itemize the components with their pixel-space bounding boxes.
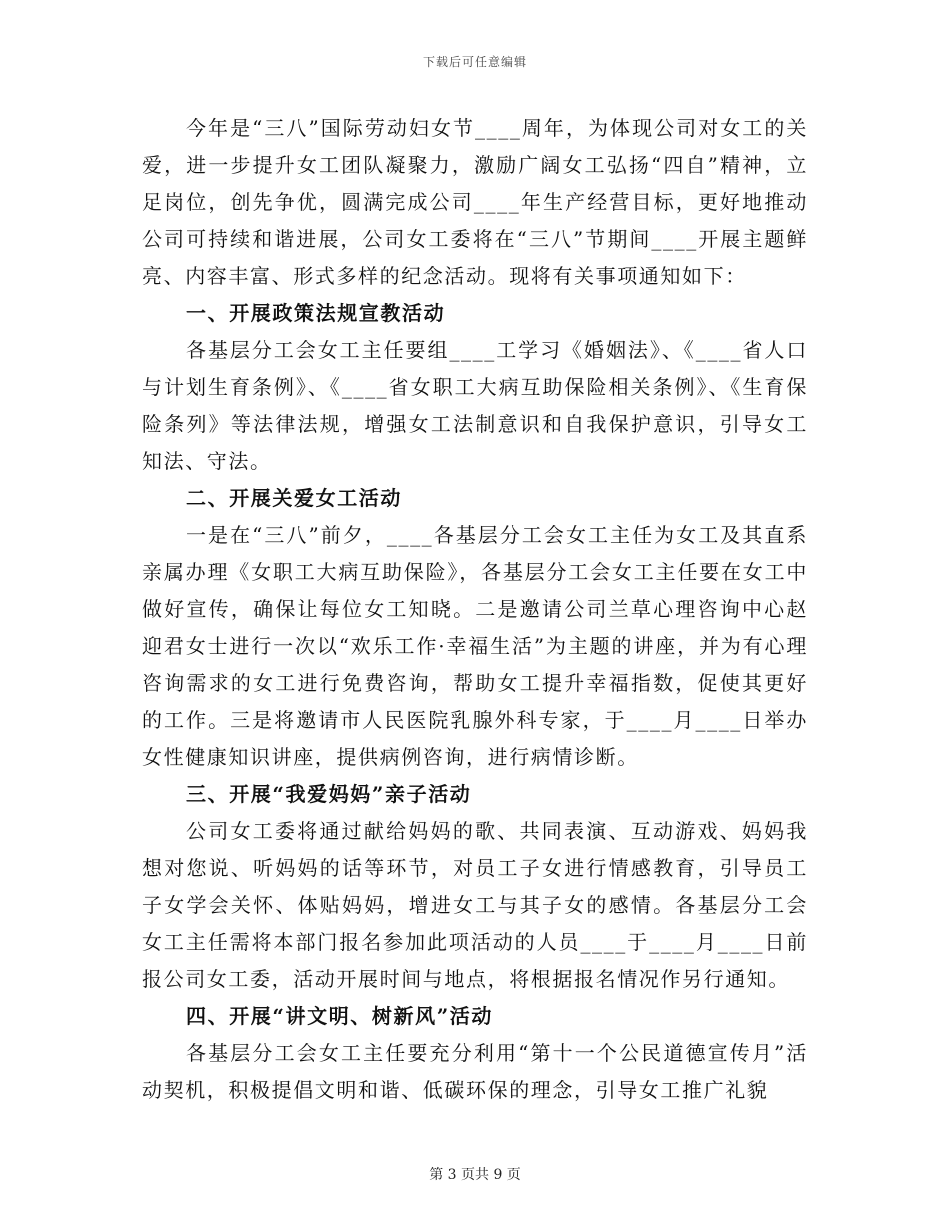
section-heading-4: 四、开展“讲文明、树新风”活动 — [186, 1004, 494, 1028]
section-heading-2: 二、开展关爱女工活动 — [186, 486, 402, 510]
section-3-paragraph: 公司女工委将通过献给妈妈的歌、共同表演、互动游戏、妈妈我想对您说、听妈妈的话等环节，对员工子女进行情感教育，引导员工子女学会关怀、体贴妈妈，增进女工与其子女的感情。各基层分工会女工主任需将本部门报名参加此项活动的人员____于____月____日前报公司女工委，活动开展时间与地点，将根据报名情况作另行通知。 — [142, 819, 808, 991]
page-number-footer: 第 3 页共 9 页 — [429, 1167, 521, 1183]
section-4-paragraph: 各基层分工会女工主任要充分利用“第十一个公民道德宣传月”活动契机，积极提倡文明和谐、低碳环保的理念，引导女工推广礼貌 — [142, 1041, 808, 1102]
intro-paragraph: 今年是“三八”国际劳动妇女节____周年，为体现公司对女工的关爱，进一步提升女工团队凝聚力，激励广阔女工弘扬“四自”精神，立足岗位，创先争优，圆满完成公司____年生产经营目标，更好地推动公司可持续和谐进展，公司女工委将在“三八”节期间____开展主题鲜亮、内容丰富、形式多样的纪念活动。现将有关事项通知如下： — [142, 116, 808, 288]
section-heading-3: 三、开展“我爱妈妈”亲子活动 — [186, 782, 472, 806]
section-1-paragraph: 各基层分工会女工主任要组____工学习《婚姻法》、《____省人口与计划生育条例》、《____省女职工大病互助保险相关条例》、《生育保险条列》等法律法规，增强女工法制意识和自我保护意识，引导女工知法、守法。 — [142, 338, 808, 473]
section-2-paragraph: 一是在“三八”前夕，____各基层分工会女工主任为女工及其直系亲属办理《女职工大病互助保险》，各基层分工会女工主任要在女工中做好宣传，确保让每位女工知晓。二是邀请公司兰草心理咨询中心赵迎君女士进行一次以“欢乐工作·幸福生活”为主题的讲座，并为有心理咨询需求的女工进行免费咨询，帮助女工提升幸福指数，促使其更好的工作。三是将邀请市人民医院乳腺外科专家，于____月____日举办女性健康知识讲座，提供病例咨询，进行病情诊断。 — [142, 523, 808, 769]
section-heading-1: 一、开展政策法规宣教活动 — [186, 301, 446, 325]
page-header: 下载后可任意编辑 — [422, 55, 527, 69]
document-body — [142, 110, 808, 1109]
